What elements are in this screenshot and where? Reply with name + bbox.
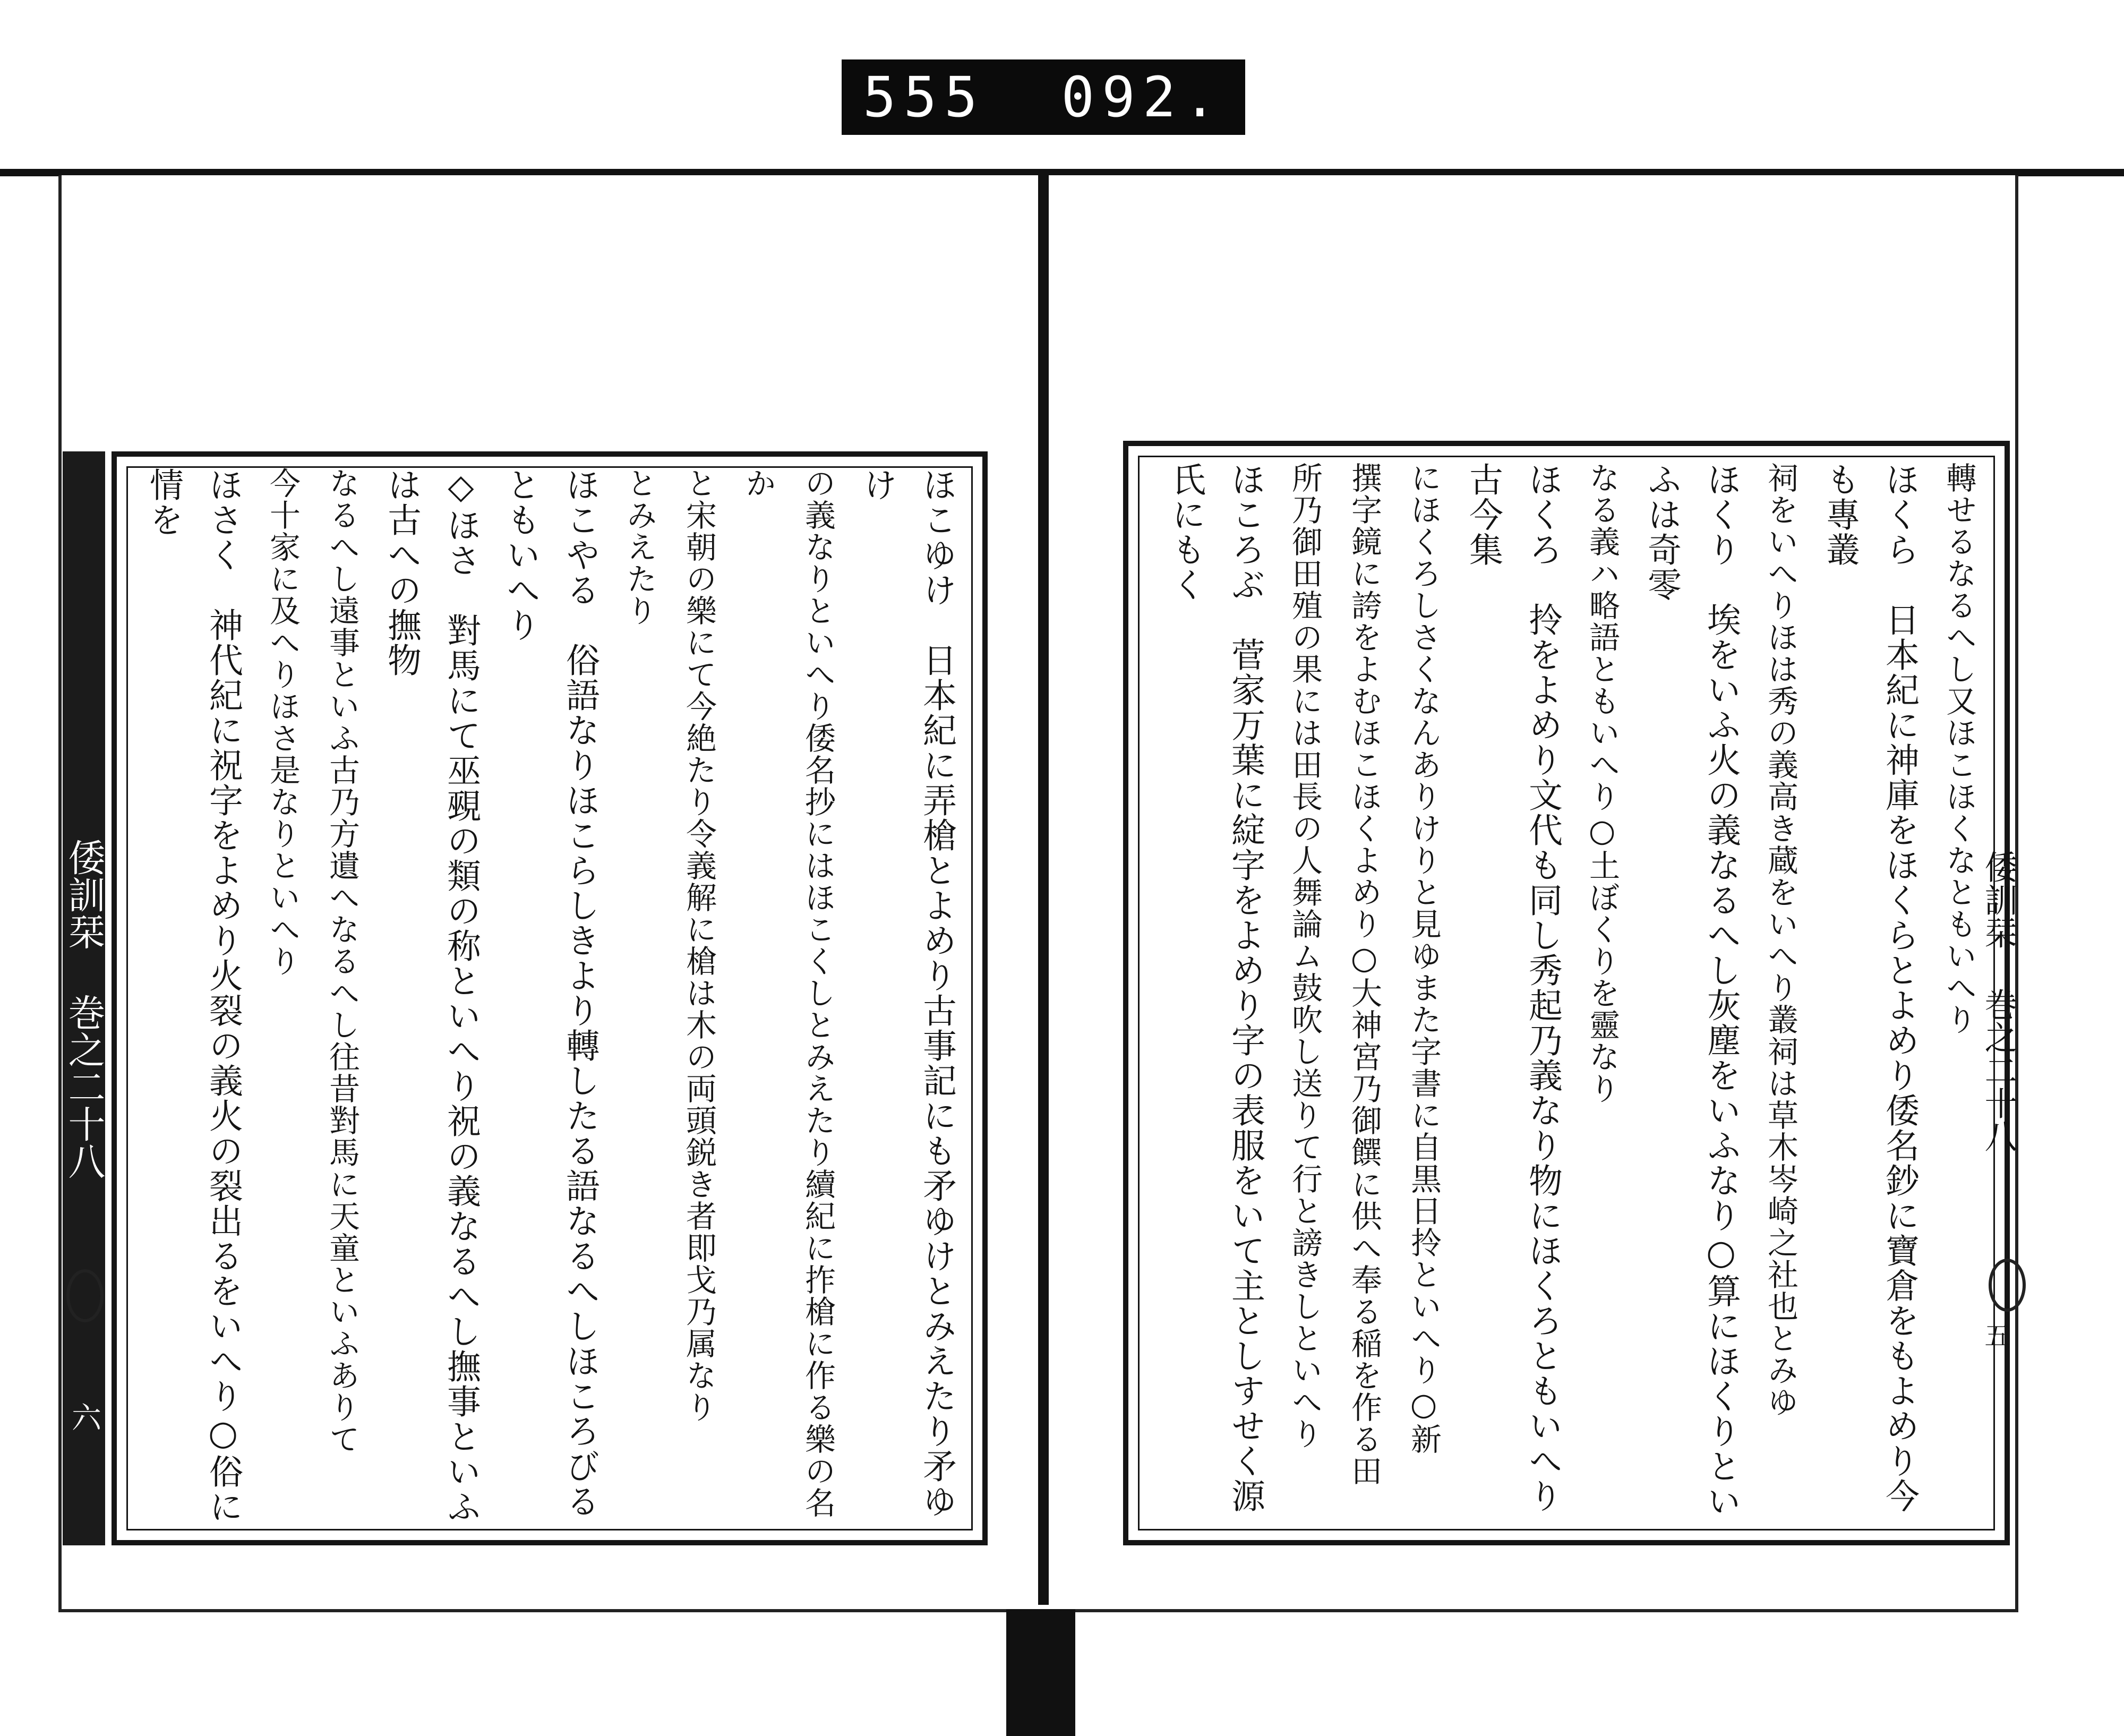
left-fishtail-ring	[66, 1269, 104, 1322]
right-page-text-column: 撰字鏡に誇をよむほこほくよめり○大神宮乃御饌に供へ奉る稲を作る田	[1346, 462, 1382, 1487]
left-page-text-column: なるへし遠事といふ古乃方遺へなるへし往昔對馬に天童といふありて	[324, 467, 360, 1455]
right-page-text-column: にほくろしさくなんありけりと見ゆまた字書に自黒日拎といへり○新	[1406, 462, 1442, 1455]
scan-id-label	[842, 59, 1245, 135]
right-page-text-column: なる義ハ略語ともいへり○土ぼくりを靈なり	[1584, 462, 1620, 1105]
left-page-text-column: 今十家に及へりほさ是なりといへり	[264, 467, 301, 977]
left-page-text-column: と宋朝の樂にて今絶たり令義解に槍は木の両頭鋭き者即戈乃属なり	[681, 467, 717, 1423]
right-page-text-column: ほころぶ 菅家万葉に綻字をよめり字の表服をいて主としすせく源氏にもく	[1166, 462, 1265, 1513]
right-page-title-band: 倭訓栞 巻之二十八	[1979, 850, 2018, 1152]
book-spine	[1038, 171, 1049, 1605]
right-fishtail-ring	[1989, 1259, 2026, 1312]
left-page-text-column: ほこゆけ 日本紀に弄槍とよめり古事記にも矛ゆけとみえたり矛ゆけ	[858, 467, 956, 1519]
right-page-text-column	[1150, 462, 1156, 1524]
left-page-folio: 六	[67, 1402, 101, 1432]
right-page-text-column: ほくろ 拎をよめり文代も同し秀起乃義なり物にほくろともいへり古今集	[1463, 462, 1562, 1513]
right-page-text-column: ほくら 日本紀に神庫をほくらとよめり倭名鈔に寶倉をもよめり今も專叢	[1820, 462, 1919, 1513]
left-page-text-column: ほこやる 俗語なりほこらしきより轉したる語なるへしほころびるともいへり	[501, 467, 599, 1519]
right-page-text-column: 所乃御田殖の果には田長の人舞論ム鼓吹し送りて行と謗きしといへり	[1287, 462, 1323, 1450]
left-page-text-column: ◇ほさ 對馬にて巫覡の類の称といへり祝の義なるへし撫事といふは古への撫物	[382, 467, 481, 1524]
left-page-text-column: ほさく 神代紀に祝字をよめり火裂の義火の裂出るをいへり○俗に情を	[144, 467, 243, 1524]
left-page-text	[138, 467, 966, 1524]
right-page-text-column: 轉せるなるへし又ほこほくなともいへり	[1941, 462, 1977, 1036]
right-page-text	[1150, 462, 1989, 1524]
scan-id-right: 092.	[1061, 65, 1224, 130]
right-page-text-column: ほくり 埃をいふ火の義なるへし灰塵をいふなり○算にほくりといふは奇零	[1642, 462, 1741, 1519]
spine-foot-shadow	[1006, 1609, 1075, 1736]
left-page-text-column: の義なりといへり倭名抄にはほこくしとみえたり續紀に拃槍に作る樂の名か	[740, 467, 836, 1519]
right-page-folio: 五	[1980, 1322, 2010, 1348]
scan-id-left: 555	[863, 65, 985, 130]
left-page-title-band: 倭訓栞 巻之二十八	[63, 451, 105, 1545]
right-page-text-column: 祠をいへりほは秀の義高き蔵をいへり叢祠は草木岑崎之社也とみゆ	[1762, 462, 1798, 1418]
left-page-text-column: とみえたり	[621, 467, 657, 627]
